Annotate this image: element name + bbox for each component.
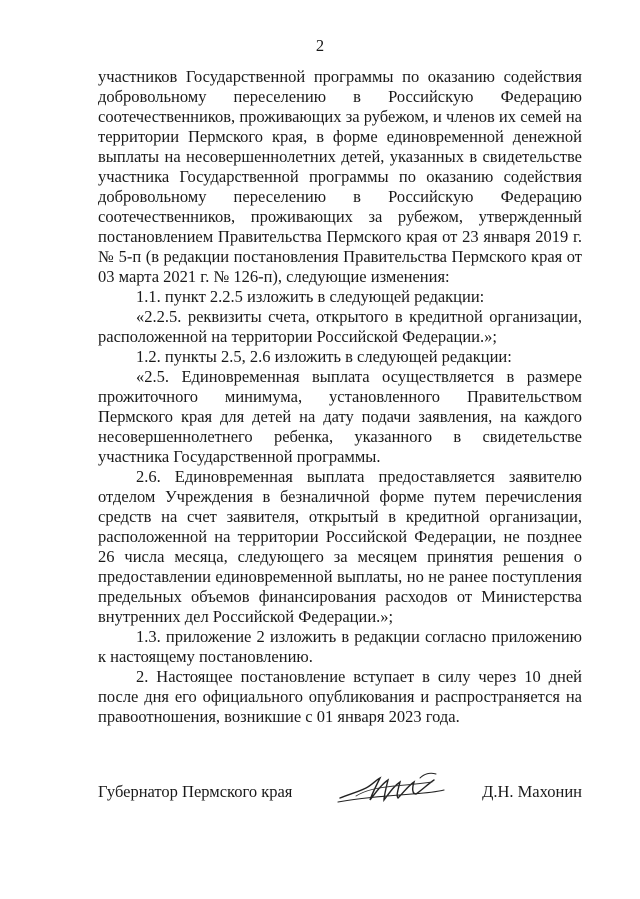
paragraph-2-5: «2.5. Единовременная выплата осуществляется в размере прожиточного минимума, установленного Правительством Пермского края для детей на дату подачи заявления, на каждого несовершеннолетнего ребенка, указанного в свидетельстве участника Государственной программы.: [98, 367, 582, 466]
paragraph-2-2-5: «2.2.5. реквизиты счета, открытого в кредитной организации, расположенной на территории Российской Федерации.»;: [98, 307, 582, 346]
paragraph-1-3: 1.3. приложение 2 изложить в редакции согласно приложению к настоящему постановлению.: [98, 627, 582, 666]
page-number: 2: [315, 36, 325, 55]
paragraph-2: 2. Настоящее постановление вступает в силу через 10 дней после дня его официального опубликования и распространяется на правоотношения, возникшие с 01 января 2023 года.: [98, 667, 582, 726]
paragraph-2-6: 2.6. Единовременная выплата предоставляется заявителю отделом Учреждения в безналичной форме путем перечисления средств на счет заявителя, открытый в кредитной организации, расположенной на территории Российской Федерации, не позднее 26 числа месяца, следующего за месяцем принятия решения о предоставлении единовременной выплаты, но не ранее поступления предельных объемов финансирования расходов от Министерства внутренних дел Российской Федерации.»;: [98, 467, 582, 626]
signature-block: [98, 780, 582, 820]
paragraph-1-2: 1.2. пункты 2.5, 2.6 изложить в следующей редакции:: [136, 347, 512, 366]
paragraph-1-1: 1.1. пункт 2.2.5 изложить в следующей редакции:: [136, 287, 485, 306]
signatory-title: Губернатор Пермского края: [98, 782, 293, 801]
paragraph-intro: участников Государственной программы по оказанию содействия добровольному переселению в Российскую Федерацию соотечественников, проживающих за рубежом, и членов их семей на территории Пермского края, в форме единовременной денежной выплаты на несовершеннолетних детей, указанных в свидетельстве участника Государственной программы по оказанию содействия добровольному переселению в Российскую Федерацию соотечественников, проживающих за рубежом, утвержденный постановлением Правительства Пермского края от 23 января 2019 г. № 5-п (в редакции постановления Правительства Пермского края от 03 марта 2021 г. № 126-п), следующие изменения:: [98, 67, 582, 286]
signatory-name: Д.Н. Махонин: [482, 782, 582, 801]
handwritten-signature: [336, 768, 448, 812]
document-body: [98, 67, 582, 727]
